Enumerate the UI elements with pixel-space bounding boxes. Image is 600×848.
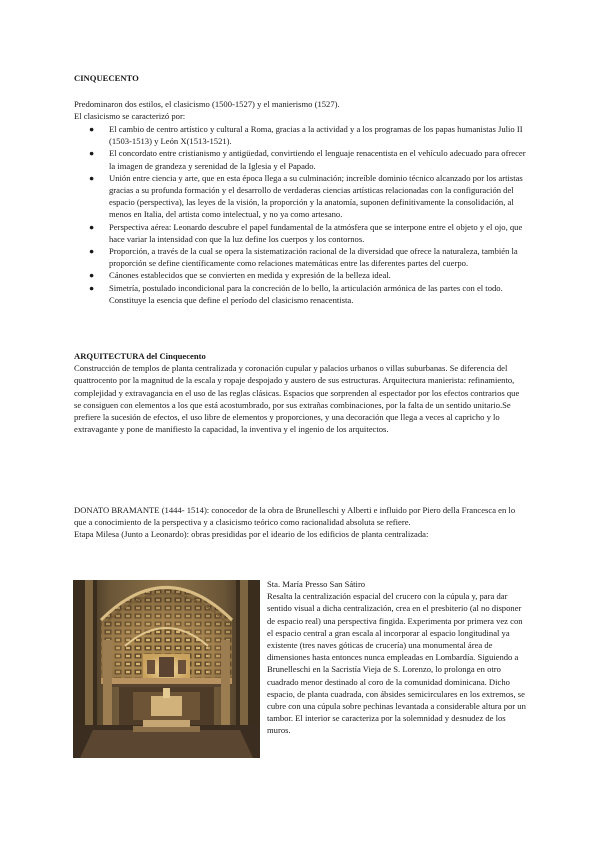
santa-maria-san-satiro-image bbox=[73, 580, 260, 758]
list-item: ● Simetría, postulado incondicional para la concreción de lo bello, la articulación armónica de las partes con el todo. Constituye la esencia que define el período del clasicismo renacentista. bbox=[89, 282, 503, 305]
clasicismo-bullet-list bbox=[74, 123, 526, 306]
list-item: ● Perspectiva aérea: Leonardo descubre el papel fundamental de la atmósfera que se interpone entre el objeto y el ojo, que hace variar la intensidad con que la luz define los cuerpos y los contornos. bbox=[89, 221, 523, 244]
bullet-icon: ● bbox=[89, 246, 95, 257]
bullet-icon: ● bbox=[89, 172, 95, 183]
list-item: ● Proporción, a través de la cual se opera la sistematización racional de la diversidad que ofrece la naturaleza, también la proporción se define científicamente como relaciones matemáticas entre las diferentes partes del cuerpo. bbox=[89, 246, 518, 269]
section-heading-cinquecento: CINQUECENTO bbox=[74, 73, 139, 83]
bullet-icon: ● bbox=[89, 124, 95, 134]
intro-paragraph: Predominaron dos estilos, el clasicismo (1500-1527) y el manierismo (1527). bbox=[74, 99, 340, 109]
intro-block bbox=[74, 98, 526, 122]
list-item: ● El cambio de centro artístico y cultural a Roma, gracias a la actividad y a los programas de los papas humanistas Julio II (1503-1513) y León X(1513-1521). bbox=[89, 124, 523, 147]
list-item: ● El concordato entre cristianismo y antigüedad, convirtiendo el lenguaje renacentista en el vehículo adecuado para ofrecer la imagen de grandeza y serenidad de la Iglesia y el Papado. bbox=[89, 148, 526, 171]
san-satiro-paragraph: Resalta la centralización espacial del crucero con la cúpula y, para dar sentido visual a dicha centralización, crea en el presbiterio (al no disponer de espacio real) una perspectiva fingida. Experimenta por primera vez con el espacio central a gran escala al incorporar al espacio longitudinal ya existente (tres naves góticas de crucería) una monumental área de dimensiones hasta entonces nunca empleadas en Lombardía. Siguiendo a Brunelleschi en la Sacristía Vieja de S. Lorenzo, lo prolonga en otro cuadrado menor destinado al coro de la comunidad dominicana. Dicho espacio, de planta cuadrada, con ábsides semicirculares en los extremos, se cubre con una cúpula sobre pechinas levantada a considerable altura por un tambor. El interior se caracteriza por la solemnidad y desnudez de los muros. bbox=[267, 591, 526, 736]
san-satiro-title: Sta. María Presso San Sátiro bbox=[267, 579, 366, 589]
bullet-icon: ● bbox=[89, 221, 95, 232]
arquitectura-section bbox=[74, 350, 526, 435]
etapa-milanesa-paragraph: Etapa Milesa (Junto a Leonardo): obras presididas por el ideario de los edificios de planta centralizada: bbox=[74, 529, 429, 540]
bramante-section bbox=[74, 504, 526, 541]
bullet-icon: ● bbox=[89, 270, 95, 281]
san-satiro-description bbox=[267, 578, 529, 737]
arquitectura-title: ARQUITECTURA del Cinquecento bbox=[74, 351, 206, 361]
intro-paragraph: El clasicismo se caracterizó por: bbox=[74, 111, 186, 122]
bramante-paragraph: DONATO BRAMANTE (1444- 1514): conocedor de la obra de Brunelleschi y Alberti e influido por Piero della Francesca en lo que a conocimiento de la perspectiva y a clasicismo teórico como racionalidad absoluta se refiere. bbox=[74, 505, 516, 528]
church-interior-photo bbox=[73, 580, 260, 758]
bullet-icon: ● bbox=[89, 282, 95, 293]
list-item: ● Unión entre ciencia y arte, que en esta época llega a su culminación; increíble dominio técnico alcanzado por los artistas gracias a su profunda formación y el desarrollo de verdaderas ciencias artísticas relacionadas con la configuración del espacio (perspectiva), las leyes de la visión, la proporción y la anatomía, suponen definitivamente la consolidación, al menos en Italia, del artista como intelectual, y no ya como artesano. bbox=[89, 172, 523, 220]
bullet-icon: ● bbox=[89, 148, 95, 159]
list-item: ● Cánones establecidos que se convierten en medida y expresión de la belleza ideal. bbox=[89, 270, 391, 281]
arquitectura-paragraph: Construcción de templos de planta centralizada y coronación cupular y palacios urbanos o villas suburbanas. Se diferencia del quattrocento por la magnitud de la escala y ropaje despojado y austero de sus estructuras. Arquitectura manierista: refinamiento, complejidad y extravagancia en el uso de las reglas clásicas. Espacios que sorprenden al espectador por los efectos contrarios que se consiguen con elementos a los que está acostumbrado, por sus extrañas combinaciones, por la falta de un sentido unitario.Se prefiere la sucesión de efectos, el uso libre de elementos y proporciones, y una decoración que llega a veces al capricho y lo extravagante y pone de manifiesto la capacidad, la inventiva y el ingenio de los arquitectos. bbox=[74, 363, 520, 435]
